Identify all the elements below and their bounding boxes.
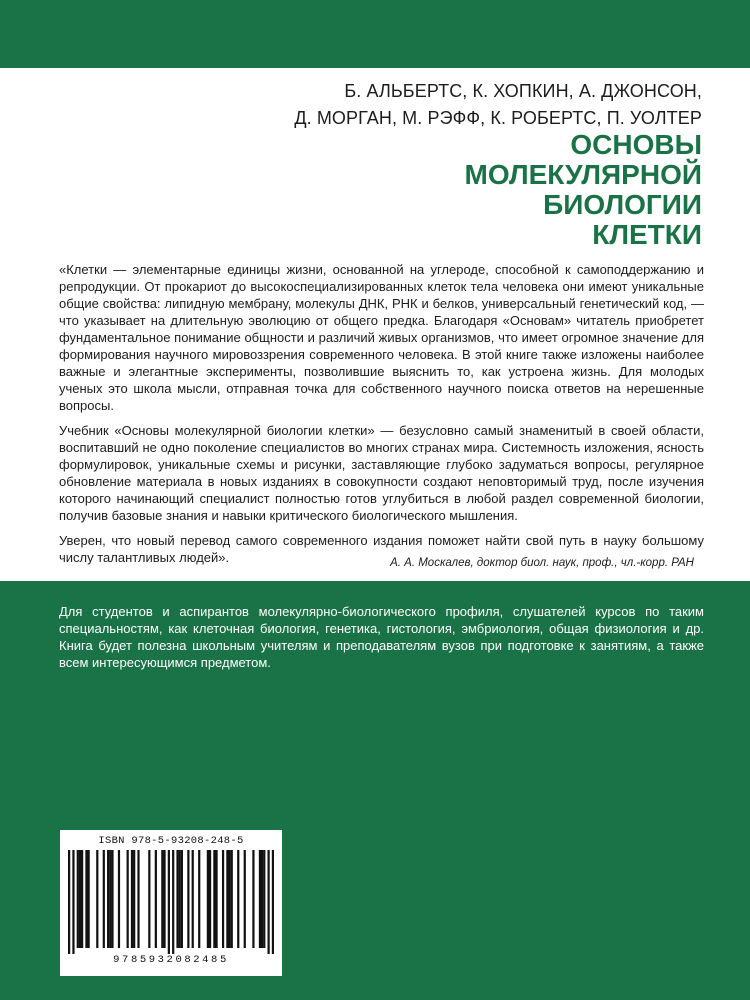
blurb-paragraph-2: Учебник «Основы молекулярной биологии клетки» — безусловно самый знаменитый в своей области, воспитавший не одно поколение специалистов во многих странах мира. Системность изложения, ясность формулировок, уникальные схемы и рисунки, заставляющие глубоко задуматься вопросы, регулярное обновление материала в новых изданиях в совокупности создают неповторимый труд, после изучения которого начинающий специалист полностью готов углубиться в любой раздел современной биологии, получив базовые знания и навыки критического биологического мышления. <box>59 423 704 523</box>
barcode-bar <box>168 850 170 954</box>
barcode-bar <box>244 850 246 948</box>
barcode-bar <box>131 850 133 948</box>
top-green-band <box>0 0 750 68</box>
barcode-bar <box>263 850 265 948</box>
barcode-bar <box>68 850 70 954</box>
barcode-bar <box>127 850 129 948</box>
barcode-box <box>60 830 282 976</box>
barcode-bar <box>222 850 224 948</box>
barcode-bar <box>155 850 157 948</box>
barcode-bar <box>226 850 228 948</box>
barcode-bar <box>148 850 150 948</box>
barcode-bar <box>198 850 200 948</box>
isbn-label: ISBN 978-5-93208-248-5 <box>98 835 244 847</box>
barcode-bar <box>161 850 163 948</box>
barcode-bar <box>85 850 87 948</box>
barcode-bar <box>176 850 178 948</box>
barcode-bar <box>272 850 274 954</box>
barcode-bar <box>267 850 269 954</box>
reviewer-signature: А. А. Москалев, доктор биол. наук, проф., чл.-корр. РАН <box>390 557 694 569</box>
barcode-bar <box>81 850 83 948</box>
barcode-bar <box>259 850 261 948</box>
barcode-bar <box>252 850 254 948</box>
barcode-digits: 9785932082485 <box>113 954 229 966</box>
audience-note: Для студентов и аспирантов молекулярно-биологического профиля, слушателей курсов по таким специальностям, как клеточная биология, генетика, гистология, эмбриология, общая физиология и др. Книга будет полезна школьным учителям и преподавателям вузов при подготовке к занятиям, а также всем интересующимся предметом. <box>59 604 704 670</box>
barcode-bar <box>215 850 217 948</box>
barcode-bar <box>181 850 183 948</box>
barcode-bar <box>179 850 181 948</box>
barcode-bar <box>207 850 209 948</box>
book-title <box>42 130 702 250</box>
barcode-bar <box>96 850 98 948</box>
authors-line-2: Д. МОРГАН, М. РЭФФ, К. РОБЕРТС, П. УОЛТЕР <box>294 108 702 128</box>
barcode-bar <box>111 850 113 948</box>
barcode-bar <box>118 850 120 948</box>
barcode-bar <box>209 850 211 948</box>
barcode-bar <box>187 850 189 948</box>
barcode-bar <box>137 850 139 948</box>
barcode-bar <box>172 850 174 954</box>
authors-list <box>42 78 702 132</box>
barcode-bar <box>228 850 230 948</box>
barcode-bar <box>192 850 194 948</box>
blurb-paragraph-3: Уверен, что новый перевод самого современного издания поможет найти свой путь в науку большому числу талантливых людей». <box>59 533 704 565</box>
title-line-2: МОЛЕКУЛЯРНОЙ <box>464 159 702 190</box>
barcode-bar <box>88 850 90 948</box>
title-line-4: КЛЕТКИ <box>592 219 702 250</box>
barcode-bar <box>133 850 135 948</box>
barcode-bar <box>103 850 105 948</box>
authors-line-1: Б. АЛЬБЕРТС, К. ХОПКИН, А. ДЖОНСОН, <box>344 81 702 101</box>
barcode-bar <box>109 850 111 948</box>
blurb-paragraph-1: «Клетки — элементарные единицы жизни, основанной на углероде, способной к самоподдержанию и репродукции. От прокариот до высокоспециализированных клеток тела человека они имеют уникальные общие свойства: липидную мембрану, молекулы ДНК, РНК и белков, универсальный генетический код, — что указывает на длительную эволюцию от общего предка. Благодаря «Основам» читатель приобретет фундаментальное понимание общности и различий живых организмов, что имеет огромное значение для формирования научного мировоззрения современного человека. В этой книге также изложены наиболее важные и элегантные эксперименты, позволившие выяснить то, как устроена жизнь. Для молодых ученых это школа мысли, отправная точка для собственного научного поиска ответов на нерешенные вопросы. <box>59 262 704 413</box>
blurb-text <box>59 261 704 574</box>
barcode-bar <box>77 850 79 948</box>
barcode-bar <box>72 850 74 954</box>
barcode-bar <box>237 850 239 948</box>
barcode-bar <box>261 850 263 948</box>
title-line-1: ОСНОВЫ <box>570 129 702 160</box>
barcode-bar <box>163 850 165 948</box>
barcode-bar <box>231 850 233 948</box>
barcode-icon <box>68 850 274 954</box>
title-line-3: БИОЛОГИИ <box>543 189 702 220</box>
barcode-bar <box>79 850 81 948</box>
barcode-bar <box>107 850 109 948</box>
barcode-bar <box>213 850 215 948</box>
